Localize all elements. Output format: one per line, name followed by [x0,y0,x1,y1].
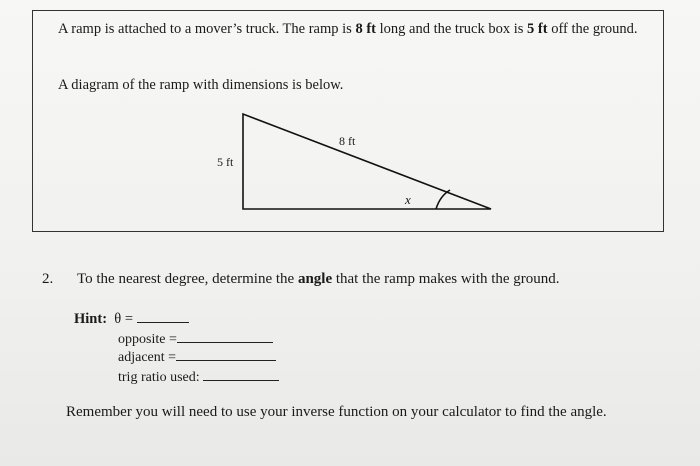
hint-label: Hint: [74,311,108,327]
height-label: 5 ft [217,155,234,169]
ramp-diagram [200,108,510,223]
theta-blank [137,309,189,323]
opposite-line: opposite = [118,329,273,349]
ramp-length: 8 ft [355,21,376,37]
opposite-blank [177,329,273,343]
problem-intro: A ramp is attached to a mover’s truck. The ramp is 8 ft long and the truck box is 5 ft off the ground. [58,21,638,37]
adjacent-blank [176,347,276,361]
adjacent-line: adjacent = [118,347,276,367]
angle-label: x [405,192,411,207]
hint-line [74,309,189,328]
question-text: To the nearest degree, determine the angle that the ramp makes with the ground. [77,271,560,287]
hypotenuse-label: 8 ft [339,134,356,148]
reminder-text: Remember you will need to use your inverse function on your calculator to find the angle. [66,404,607,420]
trig-ratio-blank [203,367,279,381]
truck-height: 5 ft [527,21,548,37]
diagram-caption: A diagram of the ramp with dimensions is below. [58,77,344,93]
ramp-triangle [243,114,491,209]
theta-label: θ = [114,311,134,327]
trig-ratio-line: trig ratio used: [118,367,279,387]
question-number: 2. [42,271,54,287]
